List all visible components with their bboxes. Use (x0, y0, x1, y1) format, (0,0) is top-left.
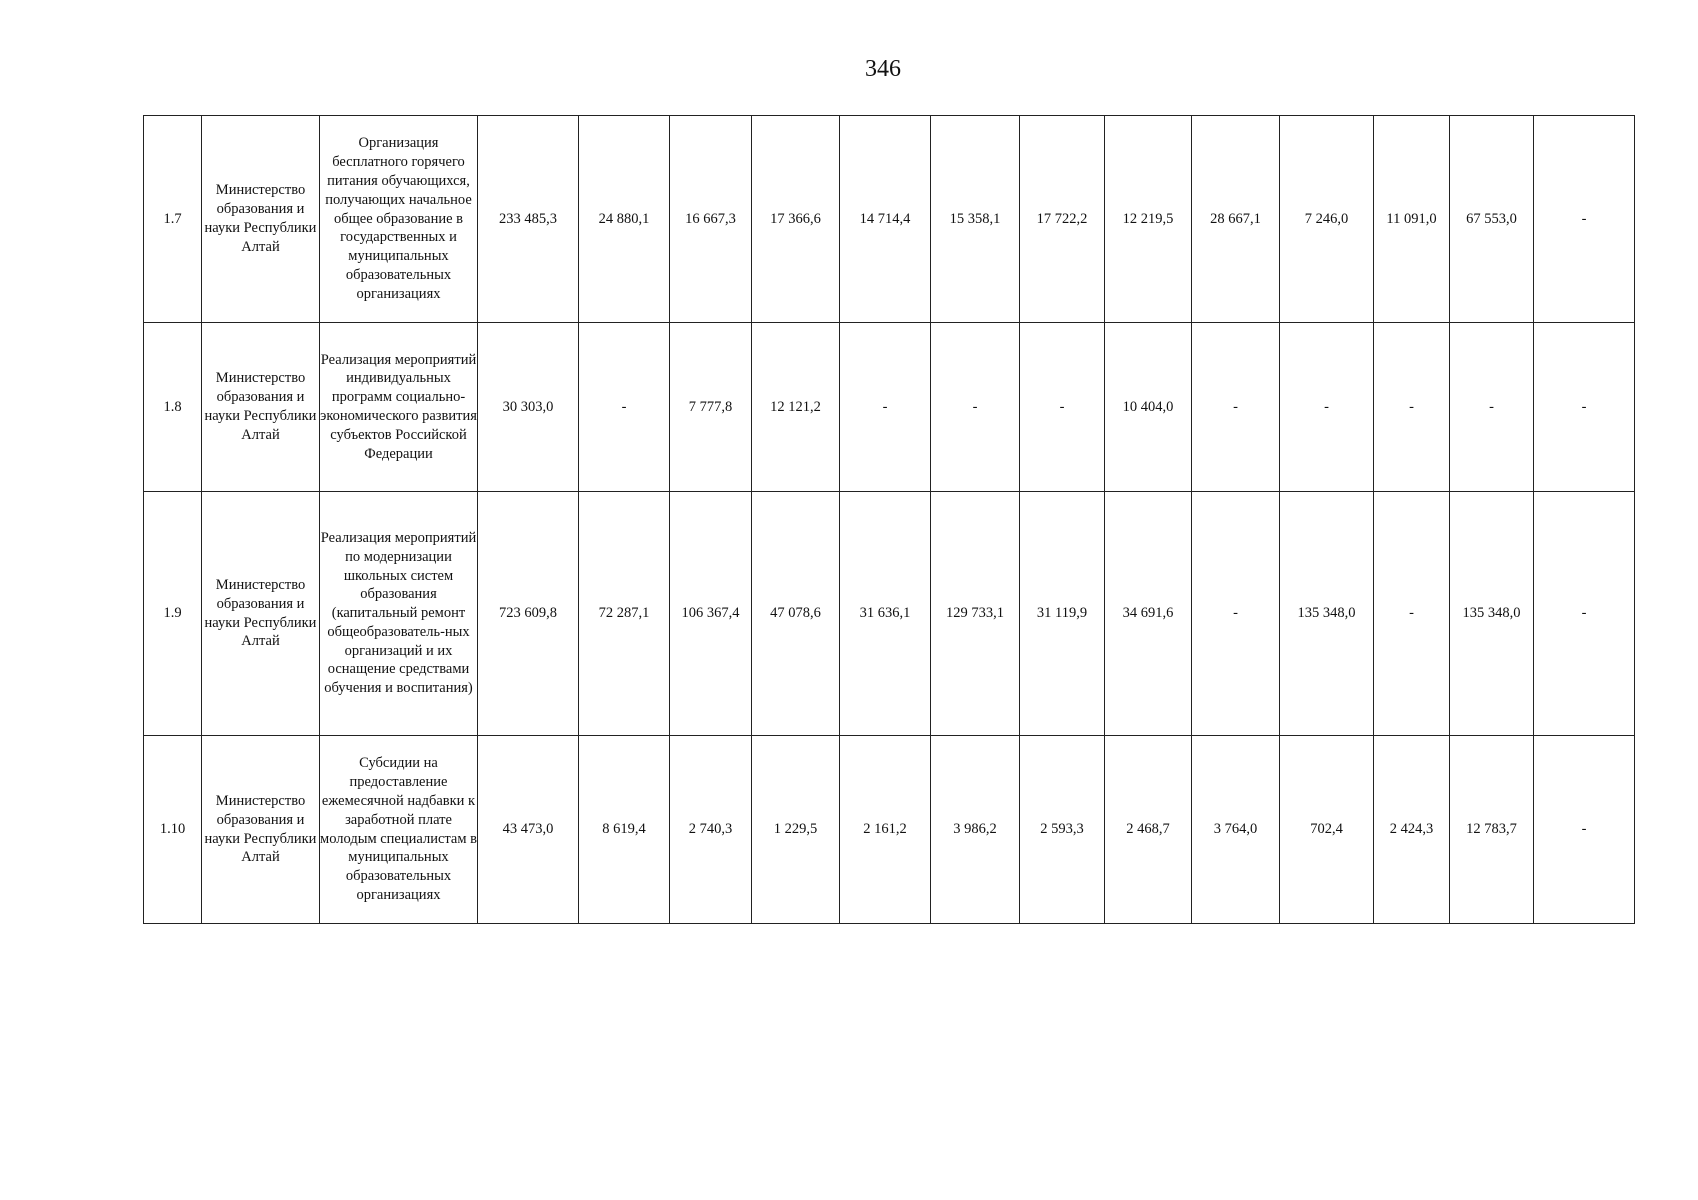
funding-value: - (1534, 736, 1635, 924)
funding-value: - (1020, 323, 1105, 492)
table-row (144, 736, 1635, 924)
funding-value: - (1374, 492, 1450, 736)
activity-description: Реализация мероприятий индивидуальных программ социально-экономического развития субъектов Российской Федерации (320, 323, 478, 492)
table-row (144, 323, 1635, 492)
funding-value: 31 636,1 (840, 492, 931, 736)
funding-value: 135 348,0 (1450, 492, 1534, 736)
funding-value: 14 714,4 (840, 116, 931, 323)
funding-value: 2 161,2 (840, 736, 931, 924)
funding-value: 233 485,3 (478, 116, 579, 323)
activity-description: Реализация мероприятий по модернизации школьных систем образования (капитальный ремонт общеобразователь-ных организаций и их оснащение средствами обучения и воспитания) (320, 492, 478, 736)
funding-value: 12 219,5 (1105, 116, 1192, 323)
funding-value: 8 619,4 (579, 736, 670, 924)
funding-value: 129 733,1 (931, 492, 1020, 736)
funding-value: 30 303,0 (478, 323, 579, 492)
funding-value: 2 740,3 (670, 736, 752, 924)
funding-value: - (1374, 323, 1450, 492)
funding-value: 3 764,0 (1192, 736, 1280, 924)
row-number: 1.10 (144, 736, 202, 924)
responsible-organization: Министерство образования и науки Республики Алтай (202, 116, 320, 323)
row-number: 1.9 (144, 492, 202, 736)
funding-value: 34 691,6 (1105, 492, 1192, 736)
funding-value: 28 667,1 (1192, 116, 1280, 323)
funding-value: 723 609,8 (478, 492, 579, 736)
funding-value: - (579, 323, 670, 492)
funding-value: - (1534, 116, 1635, 323)
funding-value: 7 777,8 (670, 323, 752, 492)
funding-value: 2 593,3 (1020, 736, 1105, 924)
row-number: 1.7 (144, 116, 202, 323)
funding-value: 12 121,2 (752, 323, 840, 492)
funding-value: - (1280, 323, 1374, 492)
activity-description: Организация бесплатного горячего питания обучающихся, получающих начальное общее образование в государственных и муниципальных образовательных организациях (320, 116, 478, 323)
funding-value: 702,4 (1280, 736, 1374, 924)
funding-value: 16 667,3 (670, 116, 752, 323)
activity-description: Субсидии на предоставление ежемесячной надбавки к заработной плате молодым специалистам в муниципальных образовательных организациях (320, 736, 478, 924)
funding-value: - (1450, 323, 1534, 492)
funding-value: 135 348,0 (1280, 492, 1374, 736)
funding-value: 67 553,0 (1450, 116, 1534, 323)
table-row (144, 116, 1635, 323)
budget-table (143, 115, 1635, 924)
funding-value: 12 783,7 (1450, 736, 1534, 924)
funding-value: - (931, 323, 1020, 492)
funding-value: 10 404,0 (1105, 323, 1192, 492)
funding-value: 11 091,0 (1374, 116, 1450, 323)
funding-value: - (1534, 492, 1635, 736)
funding-value: 3 986,2 (931, 736, 1020, 924)
funding-value: 24 880,1 (579, 116, 670, 323)
funding-value: 1 229,5 (752, 736, 840, 924)
table-row (144, 492, 1635, 736)
funding-value: - (1534, 323, 1635, 492)
funding-value: 47 078,6 (752, 492, 840, 736)
funding-value: 2 424,3 (1374, 736, 1450, 924)
funding-value: - (1192, 323, 1280, 492)
funding-value: 72 287,1 (579, 492, 670, 736)
funding-value: - (1192, 492, 1280, 736)
responsible-organization: Министерство образования и науки Республики Алтай (202, 736, 320, 924)
funding-value: 106 367,4 (670, 492, 752, 736)
row-number: 1.8 (144, 323, 202, 492)
funding-value: 2 468,7 (1105, 736, 1192, 924)
funding-value: 31 119,9 (1020, 492, 1105, 736)
funding-value: 17 722,2 (1020, 116, 1105, 323)
funding-value: - (840, 323, 931, 492)
responsible-organization: Министерство образования и науки Республики Алтай (202, 323, 320, 492)
funding-value: 7 246,0 (1280, 116, 1374, 323)
funding-value: 43 473,0 (478, 736, 579, 924)
funding-value: 15 358,1 (931, 116, 1020, 323)
page-number: 346 (865, 56, 901, 82)
funding-value: 17 366,6 (752, 116, 840, 323)
responsible-organization: Министерство образования и науки Республики Алтай (202, 492, 320, 736)
